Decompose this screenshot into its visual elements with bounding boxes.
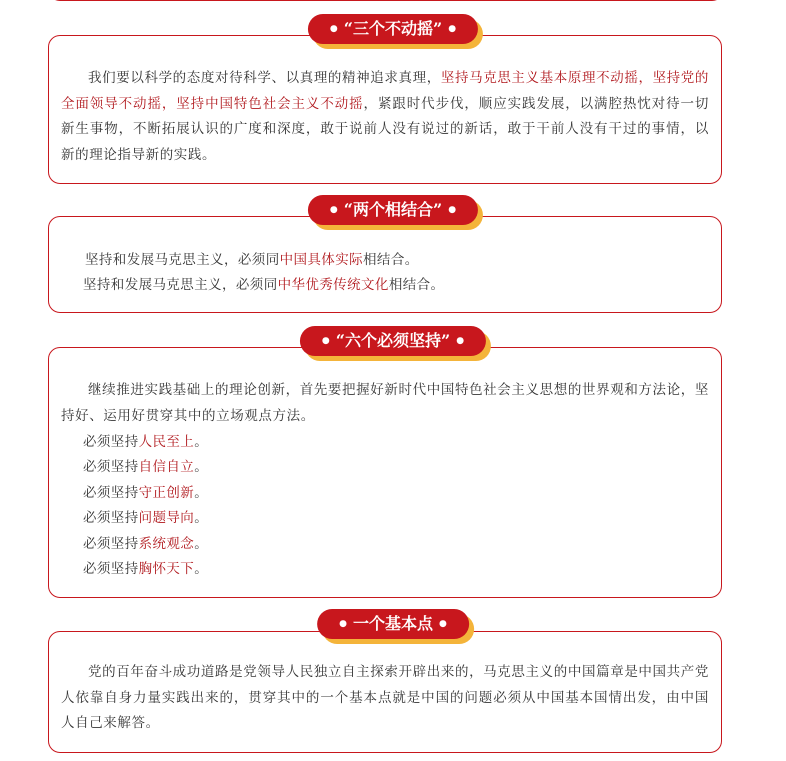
- dot-icon: ●: [321, 336, 330, 346]
- dot-icon: ●: [339, 619, 347, 629]
- highlight-text: 坚持马克思主义基本原理不动摇，坚持党的全面领导不动摇，坚持中国特色社会主义不动摇: [61, 70, 710, 112]
- paragraph: [61, 66, 709, 168]
- list-item: 必须坚持问题导向。: [83, 510, 209, 526]
- highlight-text: 人民至上: [138, 434, 195, 450]
- section-title: “三个不动摇”: [343, 19, 443, 38]
- highlight-text: 中国具体实际: [279, 252, 364, 268]
- dot-icon: ●: [448, 24, 457, 34]
- paragraph-text: 继续推进实践基础上的理论创新，首先要把握好新时代中国特色社会主义思想的世界观和方法论，坚持好、运用好贯穿其中的立场观点方法。: [61, 382, 709, 424]
- highlight-text: 胸怀天下: [138, 561, 195, 577]
- list-item: 必须坚持胸怀天下。: [83, 561, 209, 577]
- dot-icon: ●: [456, 336, 465, 346]
- section-badge: [308, 14, 478, 44]
- section-badge: [300, 326, 486, 356]
- list-item: 坚持和发展马克思主义，必须同中国具体实际相结合。: [85, 252, 419, 268]
- list-item: 坚持和发展马克思主义，必须同中华优秀传统文化相结合。: [83, 277, 445, 293]
- list-item: 必须坚持守正创新。: [83, 485, 209, 501]
- card-two-combinations: [48, 216, 722, 313]
- dot-icon: ●: [448, 205, 457, 215]
- list-item: 必须坚持人民至上。: [83, 434, 209, 450]
- card-one-basic-point: [48, 631, 722, 753]
- previous-card-bottom: [48, 0, 724, 1]
- card-six-musts: [48, 347, 722, 598]
- dot-icon: ●: [329, 205, 338, 215]
- dot-icon: ●: [439, 619, 447, 629]
- section-title: 一个基本点: [352, 614, 434, 633]
- highlight-text: 中华优秀传统文化: [277, 277, 389, 293]
- list-item: 必须坚持自信自立。: [83, 459, 209, 475]
- section-badge: [317, 609, 469, 639]
- highlight-text: 系统观念: [138, 536, 195, 552]
- paragraph: [61, 378, 709, 429]
- dot-icon: ●: [329, 24, 338, 34]
- section-badge: [308, 195, 478, 225]
- section-title: “两个相结合”: [343, 200, 443, 219]
- highlight-text: 自信自立: [138, 459, 195, 475]
- paragraph: [61, 660, 709, 737]
- list-item: 必须坚持系统观念。: [83, 536, 209, 552]
- paragraph-text: 我们要以科学的态度对待科学、以真理的精神追求真理，: [88, 70, 441, 86]
- section-title: “六个必须坚持”: [335, 331, 451, 350]
- highlight-text: 问题导向: [138, 510, 195, 526]
- highlight-text: 守正创新: [138, 485, 195, 501]
- paragraph-text: ，紧跟时代步伐，顺应实践发展，以满腔热忱对待一切新生事物，不断拓展认识的广度和深度，敢于说前人没有说过的新话，敢于干前人没有干过的事情，以新的理论指导新的实践。: [61, 95, 709, 163]
- card-three-unwavering: [48, 35, 722, 184]
- paragraph-text: 党的百年奋斗成功道路是党领导人民独立自主探索开辟出来的，马克思主义的中国篇章是中国共产党人依靠自身力量实践出来的，贯穿其中的一个基本点就是中国的问题必须从中国基本国情出发，由中国人自己来解答。: [61, 664, 709, 731]
